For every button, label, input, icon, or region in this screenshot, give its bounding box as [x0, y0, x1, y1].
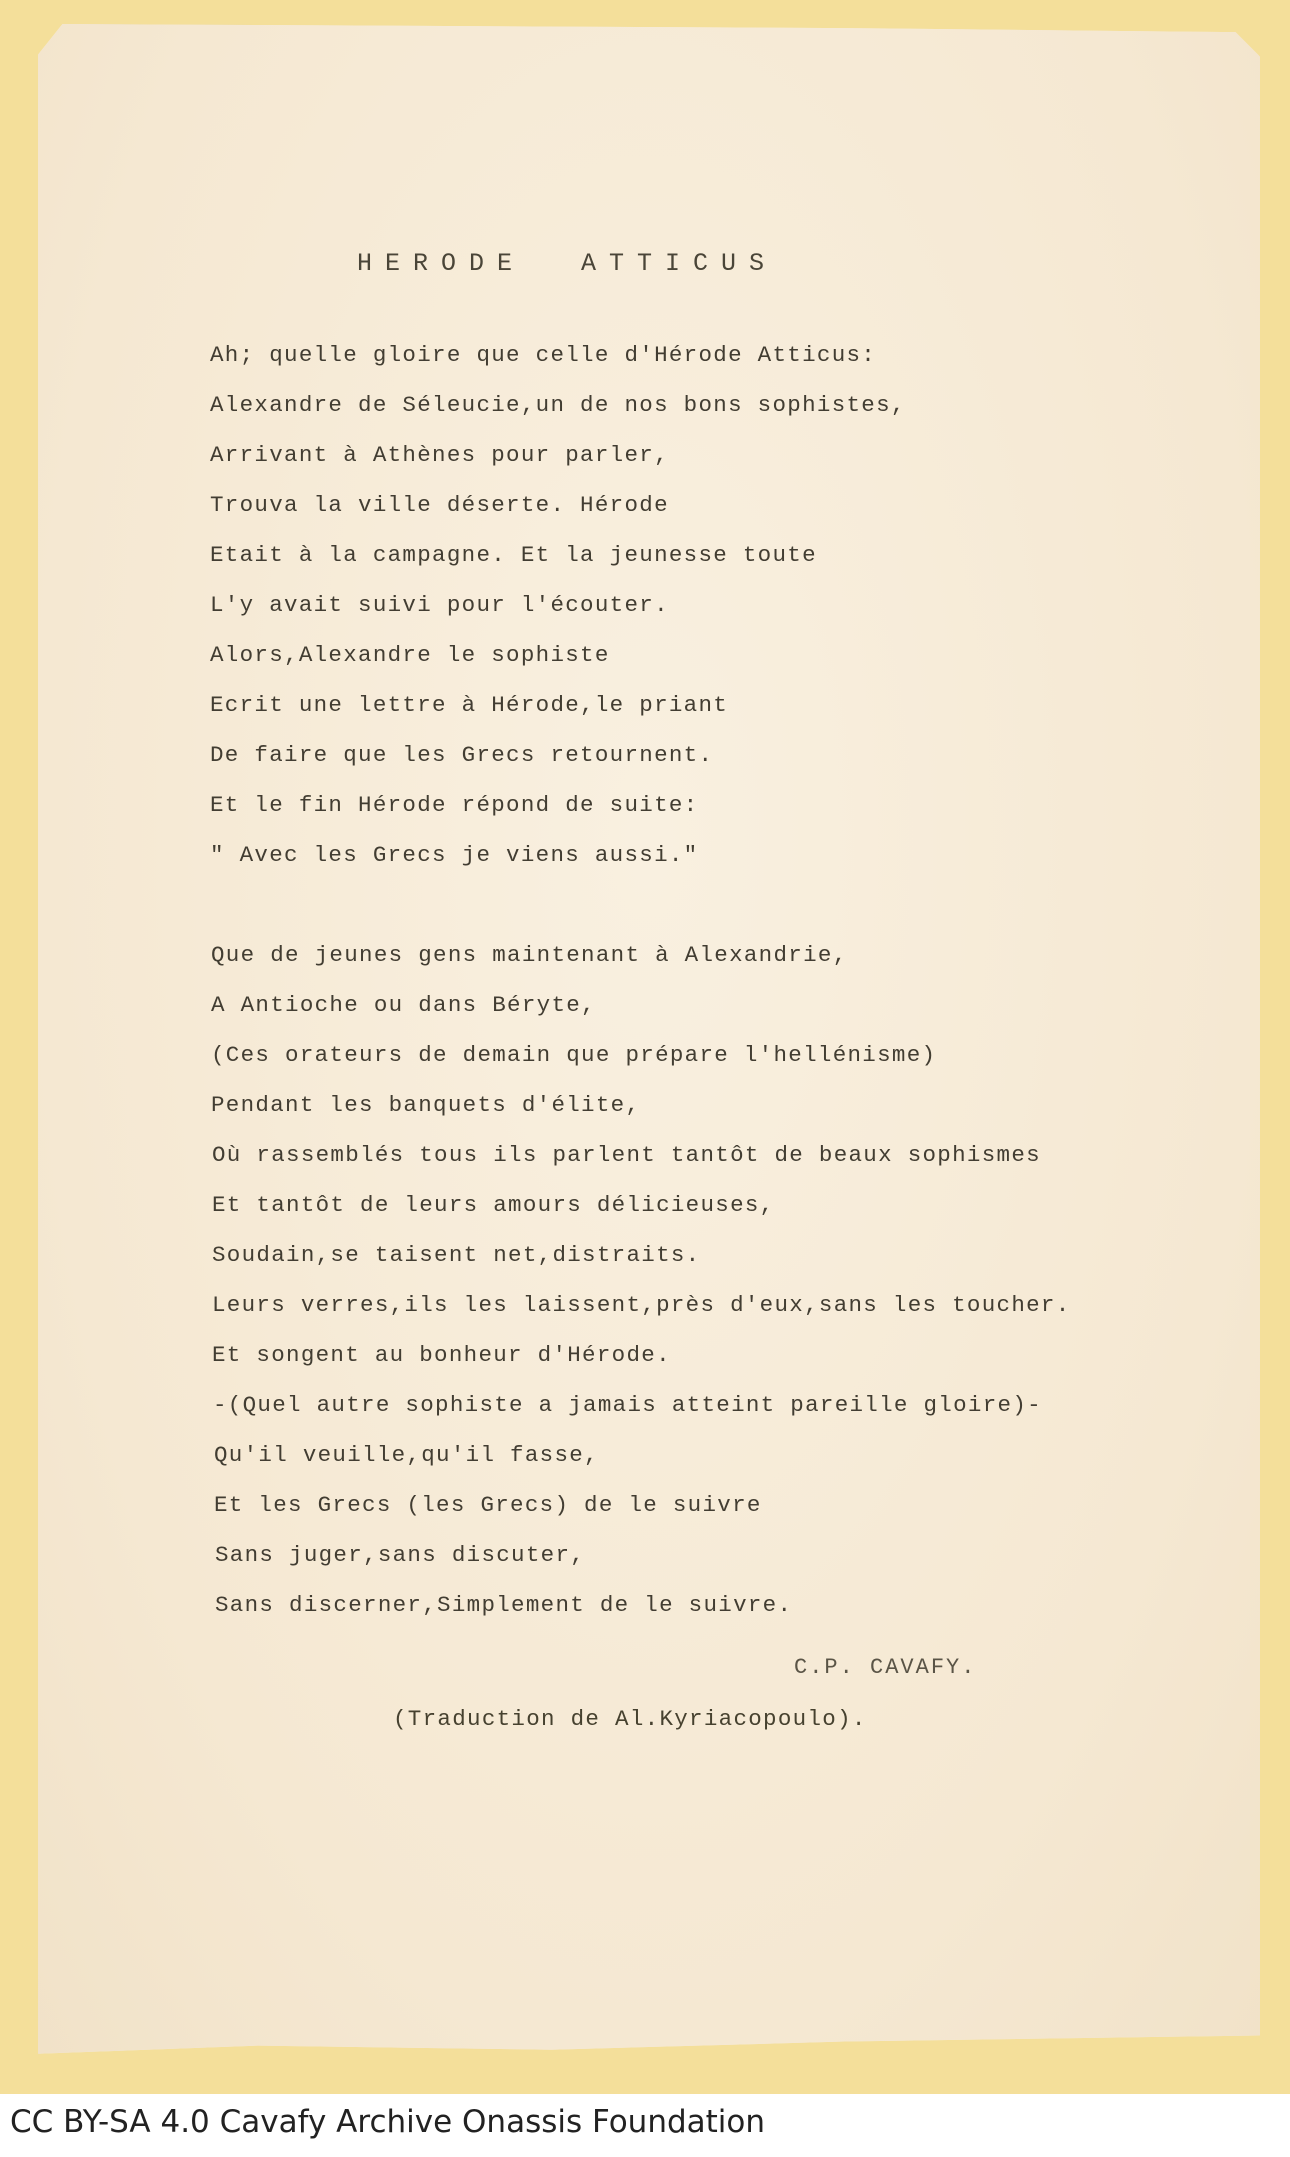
poem-line: Alexandre de Séleucie,un de nos bons sophistes, — [210, 392, 906, 418]
poem-line: A Antioche ou dans Béryte, — [211, 992, 596, 1018]
license-footer — [0, 2094, 1290, 2157]
poem-line: Et songent au bonheur d'Hérode. — [212, 1342, 671, 1368]
poem-line: Que de jeunes gens maintenant à Alexandrie, — [211, 942, 848, 968]
poem-line: " Avec les Grecs je viens aussi." — [210, 842, 699, 868]
poem-line: De faire que les Grecs retournent. — [210, 742, 714, 768]
poem-line: Sans discerner,Simplement de le suivre. — [215, 1592, 793, 1618]
poem-line: Ah; quelle gloire que celle d'Hérode Atticus: — [210, 342, 877, 368]
poem-line: Où rassemblés tous ils parlent tantôt de beaux sophismes — [212, 1142, 1041, 1168]
poem-line: Alors,Alexandre le sophiste — [210, 642, 610, 668]
poem-line: -(Quel autre sophiste a jamais atteint pareille gloire)- — [213, 1392, 1042, 1418]
poem-line: Sans juger,sans discuter, — [215, 1542, 586, 1568]
poem-line: Et le fin Hérode répond de suite: — [210, 792, 699, 818]
poem-line: Arrivant à Athènes pour parler, — [210, 442, 669, 468]
license-credit: CC BY-SA 4.0 Cavafy Archive Onassis Foundation — [10, 2104, 766, 2140]
poem-line: Et les Grecs (les Grecs) de le suivre — [214, 1492, 762, 1518]
author-signature: C.P. CAVAFY. — [794, 1655, 977, 1680]
poem-line: Qu'il veuille,qu'il fasse, — [214, 1442, 599, 1468]
translator-credit: (Traduction de Al.Kyriacopoulo). — [393, 1706, 867, 1732]
poem-line: Ecrit une lettre à Hérode,le priant — [210, 692, 729, 718]
poem-line: Pendant les banquets d'élite, — [211, 1092, 641, 1118]
poem-line: Soudain,se taisent net,distraits. — [212, 1242, 701, 1268]
poem-line: (Ces orateurs de demain que prépare l'hellénisme) — [211, 1042, 937, 1068]
poem-line: L'y avait suivi pour l'écouter. — [210, 592, 669, 618]
poem-line: Et tantôt de leurs amours délicieuses, — [212, 1192, 775, 1218]
poem-line: Leurs verres,ils les laissent,près d'eux,sans les toucher. — [212, 1292, 1071, 1318]
poem-line: Etait à la campagne. Et la jeunesse toute — [210, 542, 817, 568]
poem-title: HERODE ATTICUS — [357, 249, 778, 278]
poem-line: Trouva la ville déserte. Hérode — [210, 492, 669, 518]
